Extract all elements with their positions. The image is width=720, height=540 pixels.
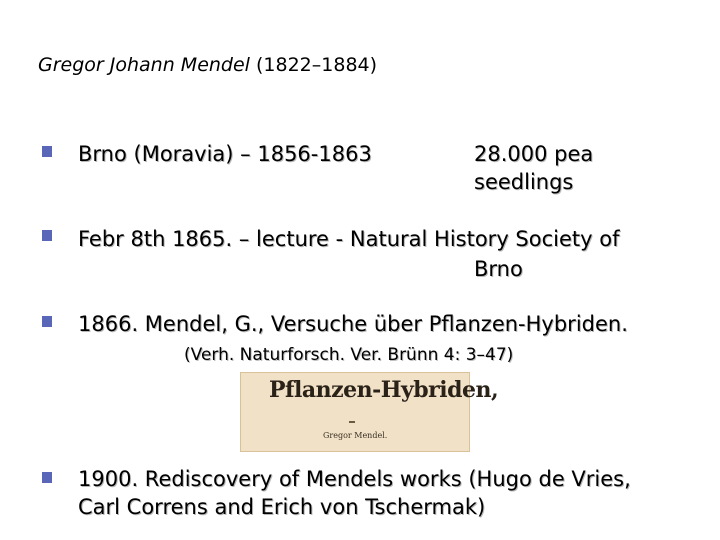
publication-title-image [240,372,499,452]
publication-reference: (Verh. Naturforsch. Ver. Brünn 4: 3–47) [184,345,514,365]
item-publication: 1866. Mendel, G., Versuche über Pflanzen-Hybriden. [78,312,628,336]
item-rediscovery-line1: 1900. Rediscovery of Mendels works (Hugo de Vries, [78,467,631,491]
plate-rule [349,421,355,423]
title-years: (1822–1884) [256,54,378,76]
item-rediscovery-line2: Carl Correns and Erich von Tschermak) [78,495,486,519]
title-name: Gregor Johann Mendel [38,54,250,76]
item-brno: Brno (Moravia) – 1856-1863 [78,142,372,166]
item-lecture: Febr 8th 1865. – lecture - Natural History Society of [78,227,620,251]
plate-title: Pflanzen-Hybriden, [269,377,499,403]
item-brno-seedlings-line2: seedlings [474,170,574,194]
plate-author: Gregor Mendel. [323,431,388,440]
bullet-marker [42,316,52,327]
bullet-marker [42,230,52,241]
item-lecture-line2: Brno [474,257,523,281]
bullet-marker [42,146,52,157]
bullet-marker [42,472,52,483]
slide-title [38,54,377,76]
item-brno-seedlings-line1: 28.000 pea [474,142,594,166]
